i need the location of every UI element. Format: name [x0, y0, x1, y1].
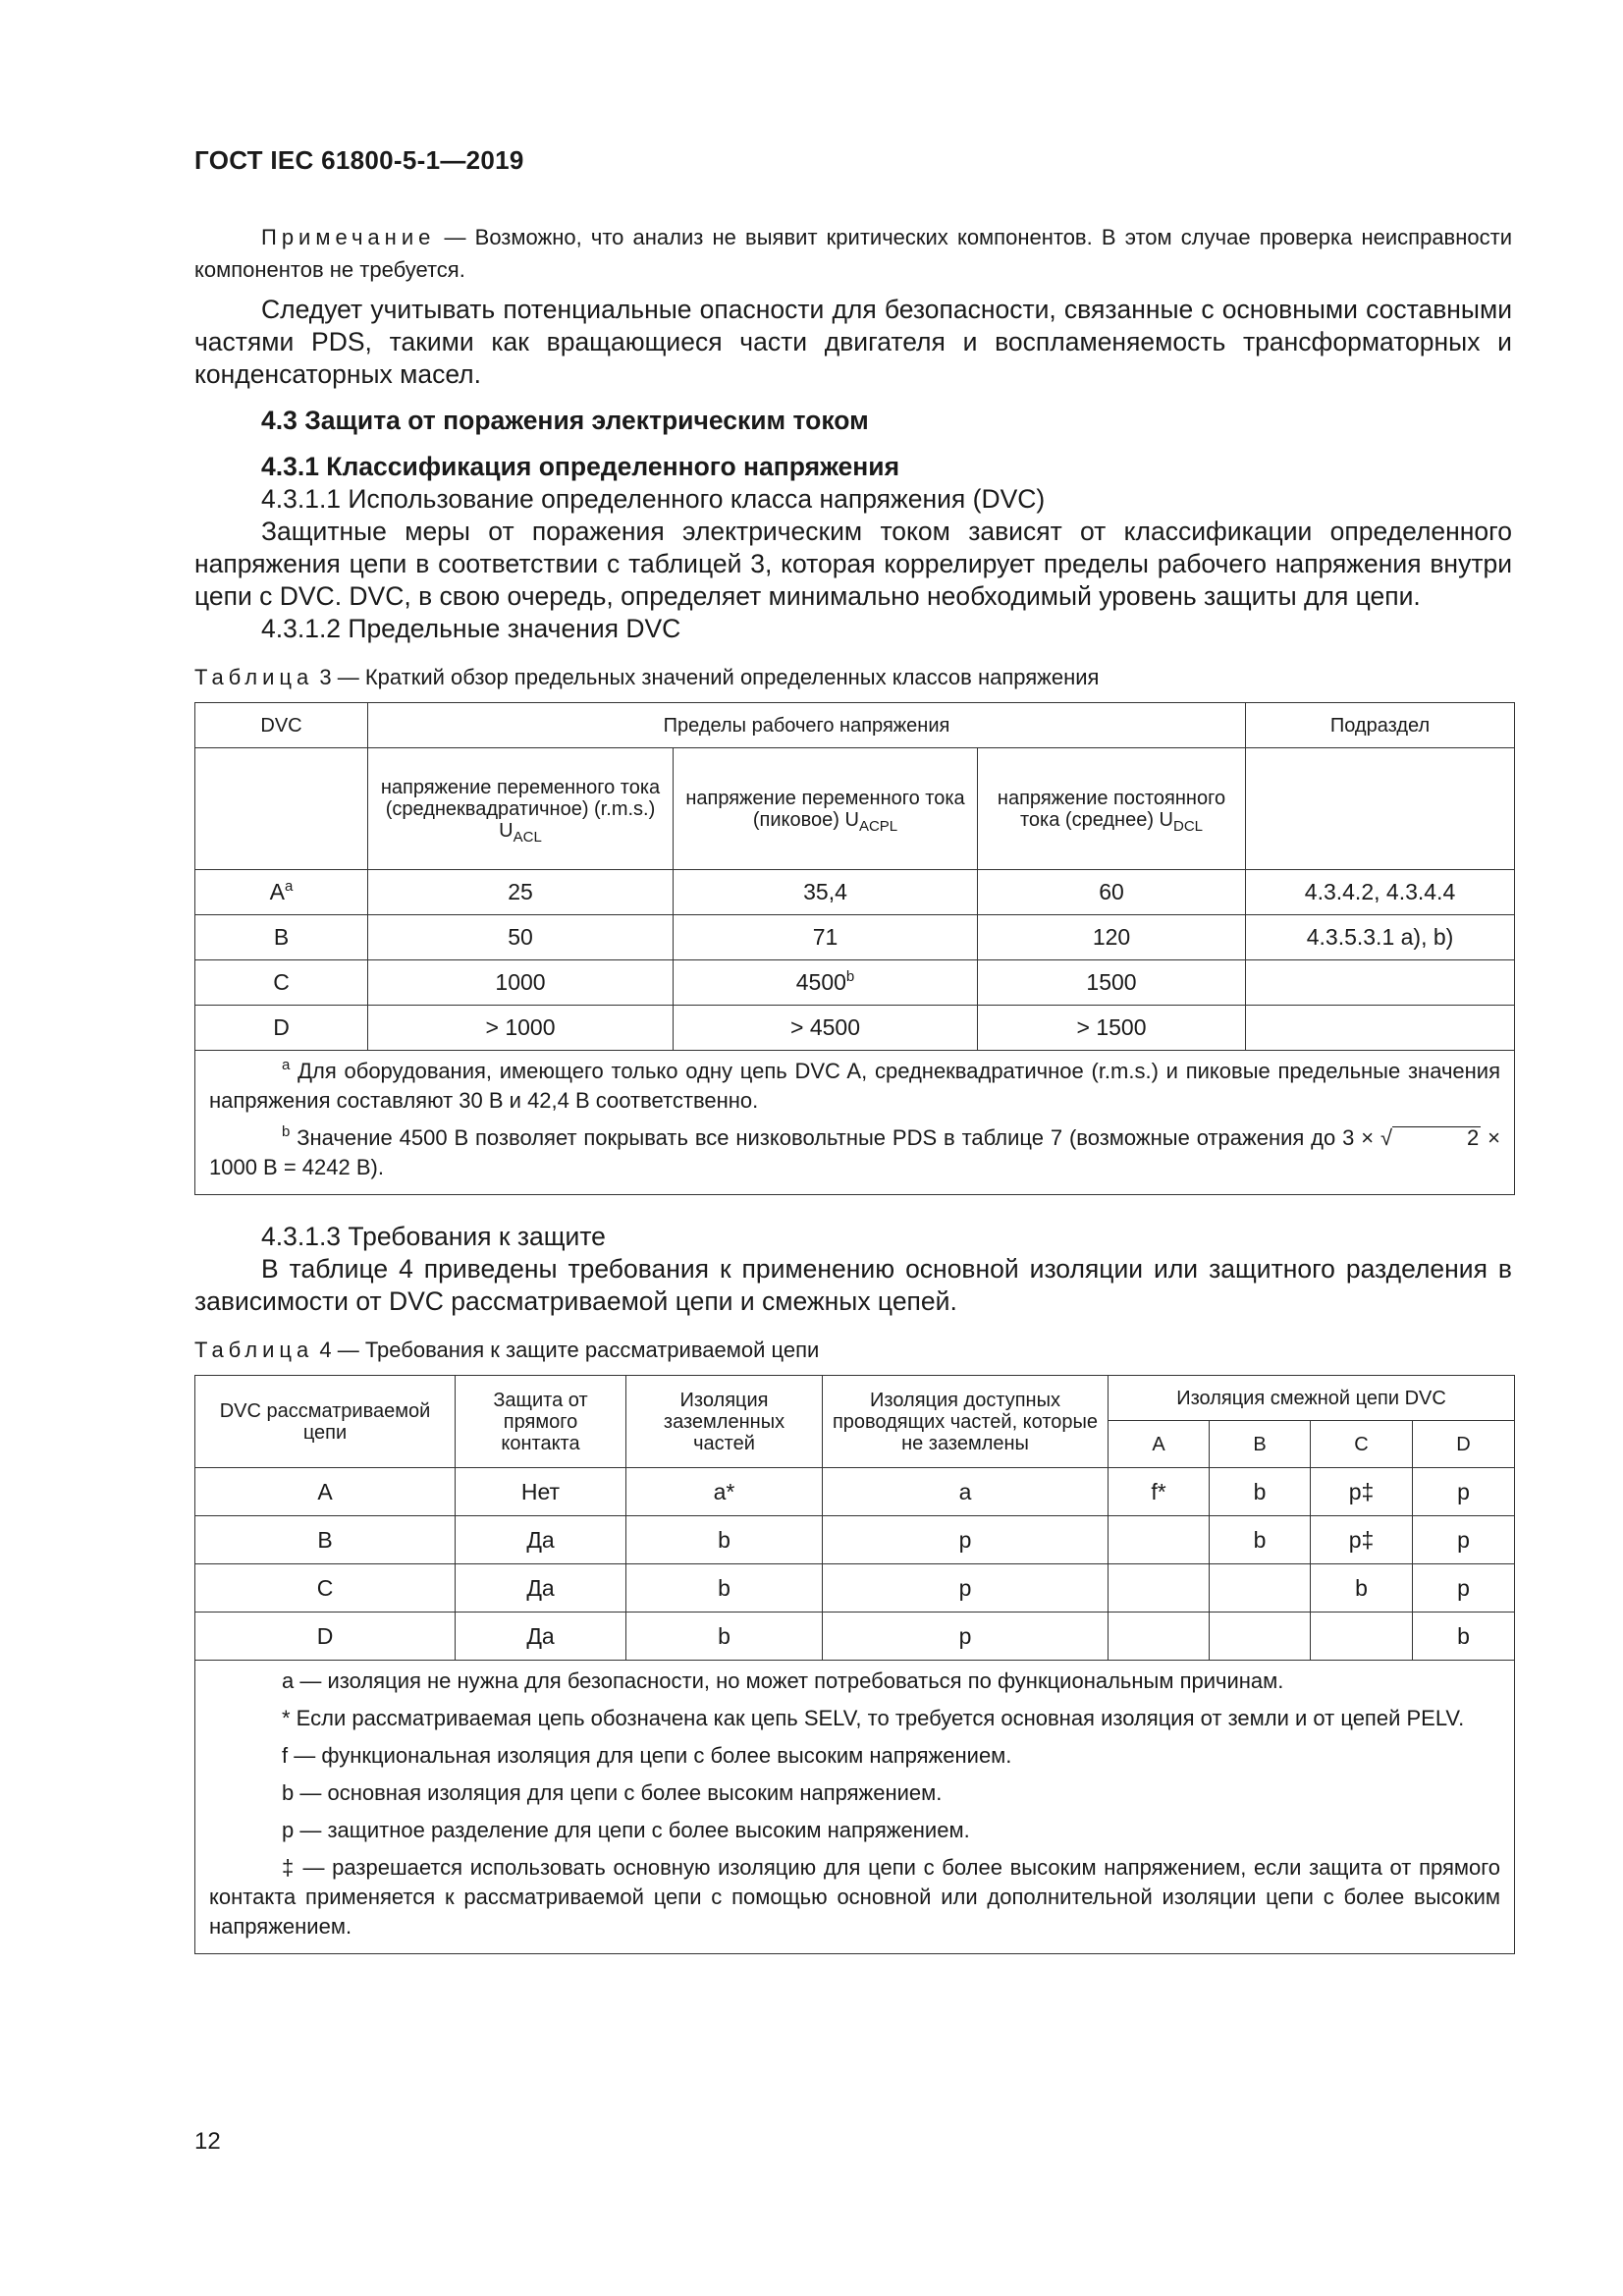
- table3-header-dvc: DVC: [195, 703, 368, 748]
- table4-header-adj-col: B: [1210, 1421, 1311, 1468]
- table3-footnotes: [195, 1051, 1515, 1195]
- table4-cell-adj: [1311, 1613, 1413, 1661]
- table3-header-dcl-sub: DCL: [1173, 817, 1204, 835]
- table4-row: [195, 1468, 1515, 1516]
- table4-header-adj-col: D: [1413, 1421, 1515, 1468]
- table4-note: * Если рассматриваемая цепь обозначена как цепь SELV, то требуется основная изоляция от земли и от цепей PELV.: [282, 1706, 1465, 1730]
- table4-header-adjacent: Изоляция смежной цепи DVC: [1109, 1376, 1515, 1421]
- note-text: — Возможно, что анализ не выявит критических компонентов. В этом случае проверка неисправности компонентов не требуется.: [194, 225, 1512, 282]
- table3-cell-dcl: 60: [978, 870, 1246, 915]
- table4-cell-access: a: [823, 1468, 1109, 1516]
- note-paragraph: [194, 221, 1512, 286]
- table4-note: f — функциональная изоляция для цепи с более высоким напряжением.: [282, 1743, 1012, 1768]
- table4-cell-earthed: a*: [626, 1468, 823, 1516]
- table3-cell-acl: 25: [368, 870, 674, 915]
- table4-row: [195, 1516, 1515, 1564]
- table3-header-acl-text: напряжение переменного тока (среднеквадратичное) (r.m.s.) U: [380, 776, 661, 842]
- sqrt-symbol: √: [1380, 1125, 1393, 1150]
- table3-cell-subclause: [1246, 960, 1515, 1006]
- table3-cell-acl: 50: [368, 915, 674, 960]
- table4-cell-direct: Да: [456, 1613, 626, 1661]
- hazards-paragraph: Следует учитывать потенциальные опасности для безопасности, связанные с основными составными частями PDS, такими как вращающиеся части двигателя и воспламеняемость трансформаторных и конденсаторных масел.: [194, 295, 1512, 389]
- table3-cell-dvc: B: [195, 915, 368, 960]
- note-label: Примечание: [261, 225, 436, 249]
- sqrt-argument: 2: [1392, 1126, 1481, 1149]
- table4-cell-adj: [1109, 1516, 1210, 1564]
- table4-cell-earthed: b: [626, 1564, 823, 1613]
- table4-row: [195, 1564, 1515, 1613]
- table3-header-empty: [195, 748, 368, 870]
- table3-cell-acl: 1000: [368, 960, 674, 1006]
- table4-cell-adj: p: [1413, 1516, 1515, 1564]
- table4: [194, 1375, 1515, 1954]
- table4-cell-access: p: [823, 1613, 1109, 1661]
- table3-cell-acpl: 35,4: [674, 870, 978, 915]
- table3-cell-dcl: 1500: [978, 960, 1246, 1006]
- table3-header-acl: [368, 748, 674, 870]
- table3-row: [195, 960, 1515, 1006]
- table3-cell-dcl: 120: [978, 915, 1246, 960]
- table3-footnote-b: $^b$ Значение 4500 В позволяет покрывать все низковольтные PDS в таблице 7 (возможные отражения до 3 × √ 2 × 1000 В = 4242 В).: [209, 1123, 1501, 1179]
- table3-cell-dvc: D: [195, 1006, 368, 1051]
- table3-cell-acl: > 1000: [368, 1006, 674, 1051]
- table3-footnote-a: $^a$ Для оборудования, имеющего только одну цепь DVC A, среднеквадратичное (r.m.s.) и пиковые предельные значения напряжения составляют 30 В и 42,4 В соответственно.: [209, 1057, 1501, 1113]
- subsection-heading-4-3-1-1: 4.3.1.1 Использование определенного класса напряжения (DVC): [261, 484, 1046, 514]
- table4-caption-label: Таблица: [194, 1338, 314, 1362]
- table3-header-acpl-sub: ACPL: [858, 817, 898, 835]
- table4-row: [195, 1613, 1515, 1661]
- table4-cell-dvc: D: [195, 1613, 456, 1661]
- table3-row: [195, 915, 1515, 960]
- table4-cell-direct: Нет: [456, 1468, 626, 1516]
- table3-header-acl-sub: ACL: [513, 828, 542, 846]
- section-heading-4-3-1: 4.3.1 Классификация определенного напряжения: [261, 452, 900, 481]
- table3-caption-text: 3 — Краткий обзор предельных значений определенных классов напряжения: [313, 665, 1100, 689]
- table3-row: [195, 1006, 1515, 1051]
- table4-cell-adj: p‡: [1311, 1516, 1413, 1564]
- table4-note: b — основная изоляция для цепи с более высоким напряжением.: [282, 1780, 943, 1805]
- table4-cell-adj: [1109, 1613, 1210, 1661]
- table3-cell-acpl: > 4500: [674, 1006, 978, 1051]
- table3-header-acpl-text: напряжение переменного тока (пиковое) U: [685, 787, 965, 831]
- table4-header-adj-col: C: [1311, 1421, 1413, 1468]
- table4-caption-text: 4 — Требования к защите рассматриваемой цепи: [313, 1338, 820, 1362]
- table3-header-empty: [1246, 748, 1515, 870]
- table4-cell-direct: Да: [456, 1516, 626, 1564]
- table4-cell-dvc: B: [195, 1516, 456, 1564]
- table4-cell-adj: [1210, 1564, 1311, 1613]
- table4-note: a — изоляция не нужна для безопасности, но может потребоваться по функциональным причинам.: [282, 1668, 1284, 1693]
- table4-cell-access: p: [823, 1516, 1109, 1564]
- table4-cell-dvc: C: [195, 1564, 456, 1613]
- table4-cell-adj: b: [1311, 1564, 1413, 1613]
- table3-caption: [194, 663, 1512, 692]
- table3-header-limits: Пределы рабочего напряжения: [368, 703, 1246, 748]
- table4-cell-access: p: [823, 1564, 1109, 1613]
- table3-cell-subclause: 4.3.5.3.1 a), b): [1246, 915, 1515, 960]
- table3-cell-subclause: [1246, 1006, 1515, 1051]
- table4-note: ‡ — разрешается использовать основную изоляцию для цепи с более высоким напряжением, если защита от прямого контакта применяется к рассматриваемой цепи с помощью основной или дополнительной изоляции цепи с более высоким напряжением.: [209, 1855, 1501, 1939]
- table3-header-acpl: [674, 748, 978, 870]
- table3-header-subclause: Подраздел: [1246, 703, 1515, 748]
- table4-caption: [194, 1336, 1512, 1365]
- table3-cell-subclause: 4.3.4.2, 4.3.4.4: [1246, 870, 1515, 915]
- table3-cell-acpl: 4500$^b$: [674, 960, 978, 1006]
- table4-cell-earthed: b: [626, 1516, 823, 1564]
- table4-cell-adj: p: [1413, 1468, 1515, 1516]
- table4-cell-direct: Да: [456, 1564, 626, 1613]
- table3-header-dcl: [978, 748, 1246, 870]
- dvc-paragraph: Защитные меры от поражения электрическим током зависят от классификации определенного напряжения цепи в соответствии с таблицей 3, которая коррелирует пределы рабочего напряжения внутри цепи с DVC. DVC, в свою очередь, определяет минимально необходимый уровень защиты для цепи.: [194, 517, 1512, 611]
- table4-cell-earthed: b: [626, 1613, 823, 1661]
- table4-cell-adj: b: [1413, 1613, 1515, 1661]
- table4-header-accessible-parts: Изоляция доступных проводящих частей, которые не заземлены: [823, 1376, 1109, 1468]
- table3-header-dcl-text: напряжение постоянного тока (среднее) U: [997, 787, 1226, 831]
- table4-header-earthed-parts: Изоляция заземленных частей: [626, 1376, 823, 1468]
- table4-cell-adj: b: [1210, 1468, 1311, 1516]
- table4-cell-dvc: A: [195, 1468, 456, 1516]
- section-heading-4-3: 4.3 Защита от поражения электрическим током: [261, 406, 869, 435]
- subsection-heading-4-3-1-3: 4.3.1.3 Требования к защите: [261, 1222, 606, 1251]
- table4-header-direct-contact: Защита от прямого контакта: [456, 1376, 626, 1468]
- table4-header-adj-col: A: [1109, 1421, 1210, 1468]
- table3-cell-dvc: C: [195, 960, 368, 1006]
- table3-caption-label: Таблица: [194, 665, 314, 689]
- table4-intro-paragraph: В таблице 4 приведены требования к применению основной изоляции или защитного разделения в зависимости от DVC рассматриваемой цепи и смежных цепей.: [194, 1254, 1512, 1316]
- table3-row: [195, 870, 1515, 915]
- table4-cell-adj: [1109, 1564, 1210, 1613]
- table4-note: p — защитное разделение для цепи с более высоким напряжением.: [282, 1818, 970, 1842]
- table3-cell-dvc: $A^a$: [195, 870, 368, 915]
- page-number: 12: [194, 2128, 221, 2155]
- table4-cell-adj: f*: [1109, 1468, 1210, 1516]
- page-content: [194, 221, 1512, 1954]
- table3-cell-acpl: 71: [674, 915, 978, 960]
- table4-header-dvc: DVC рассматриваемой цепи: [195, 1376, 456, 1468]
- table3-cell-dcl: > 1500: [978, 1006, 1246, 1051]
- standard-header: ГОСТ IEC 61800-5-1—2019: [194, 145, 524, 175]
- table4-cell-adj: [1210, 1613, 1311, 1661]
- table4-notes: [195, 1661, 1515, 1954]
- table4-cell-adj: p: [1413, 1564, 1515, 1613]
- table4-cell-adj: b: [1210, 1516, 1311, 1564]
- table4-cell-adj: p‡: [1311, 1468, 1413, 1516]
- table3: [194, 702, 1515, 1195]
- subsection-heading-4-3-1-2: 4.3.1.2 Предельные значения DVC: [261, 614, 681, 643]
